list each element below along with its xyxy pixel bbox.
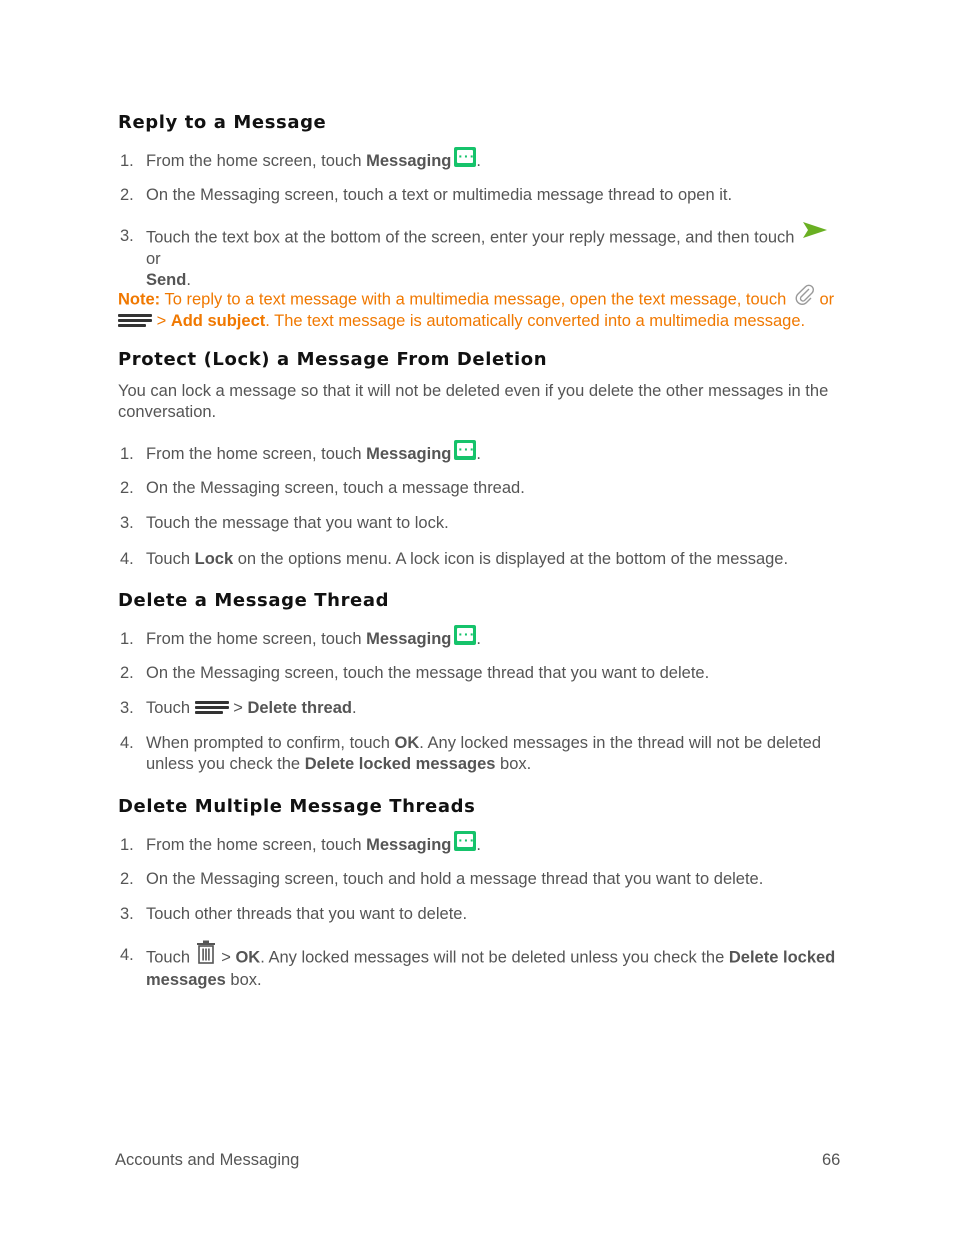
- messaging-icon: [454, 831, 476, 851]
- trash-icon: [195, 940, 217, 964]
- messaging-icon: [454, 147, 476, 167]
- page-number: 66: [822, 1151, 841, 1169]
- menu-icon: [118, 312, 152, 328]
- send-icon: [802, 221, 828, 243]
- messaging-icon: [454, 625, 476, 645]
- messaging-icon: [454, 440, 476, 460]
- heading-reply: Reply to a Message: [118, 112, 327, 133]
- attachment-icon: [793, 283, 815, 305]
- note: Note: To reply to a text message with a multimedia message, open the text message, touch or > Add subject. The text message is automatically converted into a multimedia message.: [118, 289, 838, 332]
- footer-section-title: Accounts and Messaging: [115, 1151, 300, 1169]
- intro-text: You can lock a message so that it will not be deleted even if you delete the other messages in the conversation.: [118, 382, 829, 421]
- heading-multi: Delete Multiple Message Threads: [118, 796, 476, 817]
- menu-icon: [195, 699, 229, 715]
- heading-lock: Protect (Lock) a Message From Deletion: [118, 349, 548, 370]
- heading-delete: Delete a Message Thread: [118, 590, 390, 611]
